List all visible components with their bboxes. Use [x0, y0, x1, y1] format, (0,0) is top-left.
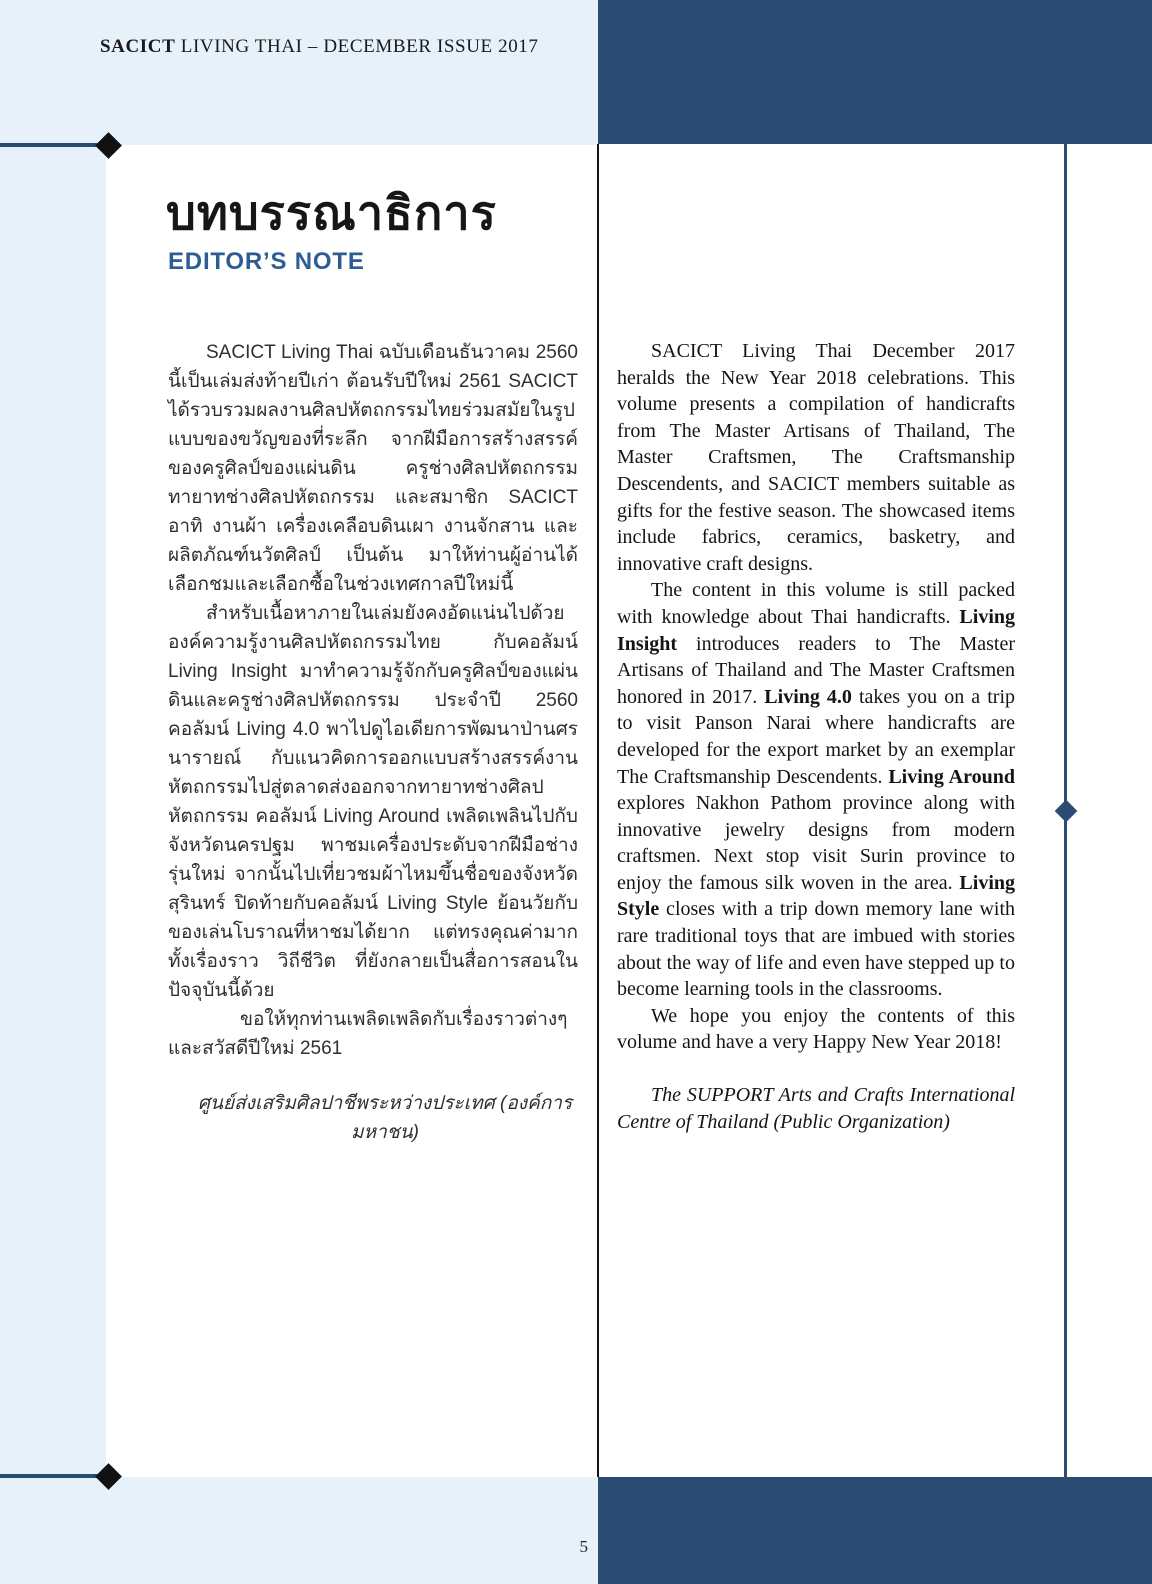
running-header-magazine-name: SACICT [100, 36, 176, 57]
english-signature: The SUPPORT Arts and Crafts International Centre of Thailand (Public Organization) [617, 1084, 1015, 1133]
thai-paragraph-3: ขอให้ทุกท่านเพลิดเพลิดกับเรื่องราวต่างๆ และสวัสดีปีใหม่ 2561 [168, 1009, 568, 1059]
page-number: 5 [579, 1537, 588, 1556]
navy-band-top [598, 0, 1152, 144]
english-text-column [617, 338, 1015, 1135]
bottom-left-navy-rule [0, 1474, 97, 1478]
page-title-thai: บทบรรณาธิการ [166, 186, 497, 239]
thai-text-column [168, 338, 578, 1147]
english-paragraph-3: We hope you enjoy the contents of this volume and have a very Happy New Year 2018! [617, 1004, 1015, 1054]
thai-paragraph-1: SACICT Living Thai ฉบับเดือนธันวาคม 2560 นี้เป็นเล่มส่งท้ายปีเก่า ต้อนรับปีใหม่ 2561 SACICT ได้รวบรวมผลงานศิลปหัตถกรรมไทยร่วมสมัยในรูปแบบของขวัญของที่ระลึก จากฝีมือการสร้างสรรค์ของครูศิลป์ของแผ่นดิน ครูช่างศิลปหัตถกรรม ทายาทช่างศิลปหัตถกรรม และสมาชิก SACICT อาทิ งานผ้า เครื่องเคลือบดินเผา งานจักสาน และผลิตภัณฑ์นวัตศิลป์ เป็นต้น มาให้ท่านผู้อ่านได้เลือกชมและเลือกซื้อในช่วงเทศกาลปีใหม่นี้ [168, 342, 578, 595]
thai-signature: ศูนย์ส่งเสริมศิลปาชีพระหว่างประเทศ (องค์การมหาชน) [197, 1093, 573, 1143]
english-paragraph-2: The content in this volume is still packed with knowledge about Thai handicrafts. Living Insight introduces readers to The Master Artisans of Thailand and The Master Craftsmen honored in 2017. Living 4.0 takes you on a trip to visit Panson Narai where handicrafts are developed for the export market by an exemplar The Craftsmanship Descendents. Living Around explores Nakhon Pathom province along with innovative jewelry designs from modern craftsmen. Next stop visit Surin province to enjoy the famous silk woven in the area. Living Style closes with a trip down memory lane with rare traditional toys that are imbued with stories about the way of life and even have stepped up to become learning tools in the classrooms. [617, 579, 1016, 1001]
light-blue-panel-left [0, 145, 106, 1477]
navy-diamond-icon-right [1055, 800, 1078, 823]
running-header-issue: LIVING THAI – DECEMBER ISSUE 2017 [175, 36, 539, 57]
top-left-navy-rule [0, 143, 97, 147]
light-blue-panel-top [0, 0, 598, 145]
column-divider-line [597, 144, 599, 1477]
light-blue-panel-bottom [0, 1477, 598, 1584]
running-header [100, 36, 539, 58]
navy-band-bottom [598, 1477, 1152, 1584]
page-title-english: EDITOR’S NOTE [168, 248, 365, 275]
english-paragraph-1: SACICT Living Thai December 2017 heralds the New Year 2018 celebrations. This volume presents a compilation of handicrafts from The Master Artisans of Thailand, The Master Craftsmen, The Craftsmanship Descendents, and SACICT members suitable as gifts for the festive season. The showcased items include fabrics, ceramics, basketry, and innovative craft designs. [617, 340, 1015, 575]
thai-paragraph-2: สำหรับเนื้อหาภายในเล่มยังคงอัดแน่นไปด้วยองค์ความรู้งานศิลปหัตถกรรมไทย กับคอลัมน์ Living Insight มาทำความรู้จักกับครูศิลป์ของแผ่นดินและครูช่างศิลปหัตถกรรม ประจำปี 2560 คอลัมน์ Living 4.0 พาไปดูไอเดียการพัฒนาป่านศรนารายณ์ กับแนวคิดการออกแบบสร้างสรรค์งานหัตถกรรมไปสู่ตลาดส่งออกจากทายาทช่างศิลปหัตถกรรม คอลัมน์ Living Around เพลิดเพลินไปกับจังหวัดนครปฐม พาชมเครื่องประดับจากฝีมือช่างรุ่นใหม่ จากนั้นไปเที่ยวชมผ้าไหมขึ้นชื่อของจังหวัดสุรินทร์ ปิดท้ายกับคอลัมน์ Living Style ย้อนวัยกับของเล่นโบราณที่หาชมได้ยาก แต่ทรงคุณค่ามากทั้งเรื่องราว วิถีชีวิต ที่ยังกลายเป็นสื่อการสอนในปัจจุบันนี้ด้วย [168, 603, 578, 1001]
